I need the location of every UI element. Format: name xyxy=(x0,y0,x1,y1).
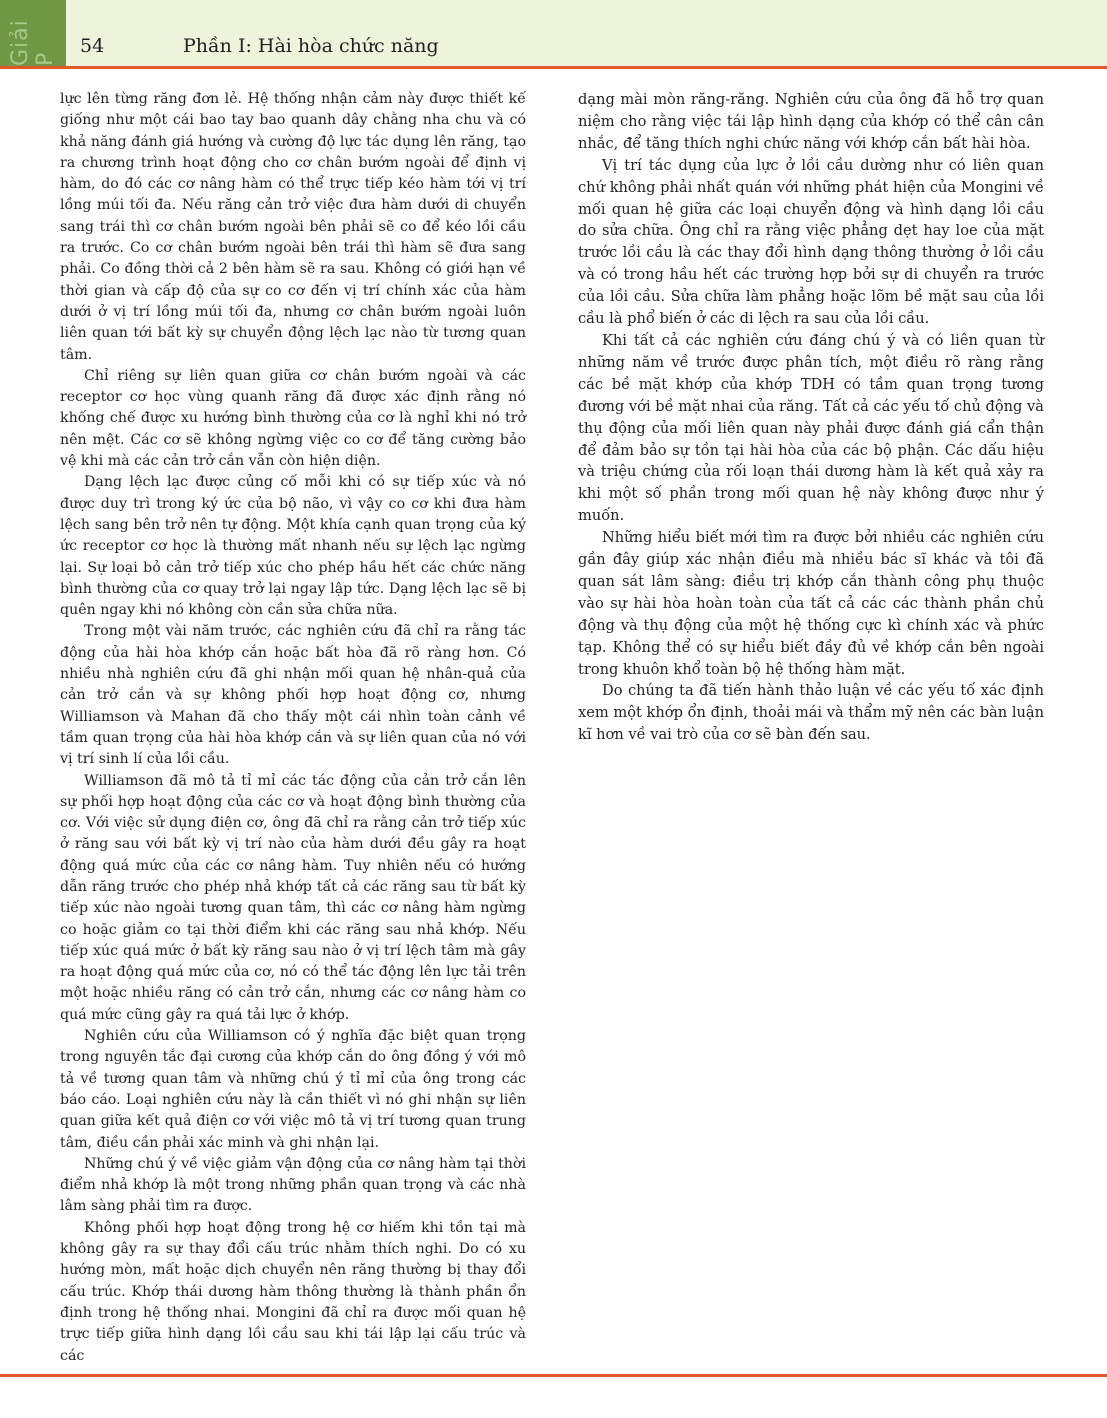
chapter-title: Phần I: Hài hòa chức năng xyxy=(183,35,439,57)
paragraph: Nghiên cứu của Williamson có ý nghĩa đặc biệt quan trọng trong nguyên tắc đại cương của khớp cắn do ông đồng ý với mô tả về tương quan tâm và những chú ý tỉ mỉ của ông trong các báo cáo. Loại nghiên cứu này là cần thiết vì nó ghi nhận sự liên quan giữa kết quả điện cơ với việc mô tả vị trí tương quan trung tâm, điều cần phải xác minh và ghi nhận lại. xyxy=(60,1028,526,1151)
paragraph: Những chú ý về việc giảm vận động của cơ nâng hàm tại thời điểm nhả khớp là một trong những phần quan trọng và các nhà lâm sàng phải tìm ra được. xyxy=(60,1155,526,1215)
chapter-side-tab xyxy=(0,0,66,66)
paragraph: Williamson đã mô tả tỉ mỉ các tác động của cản trở cắn lên sự phối hợp hoạt động của các cơ và hoạt động bình thường của cơ. Với việc sử dụng điện cơ, ông đã chỉ ra rằng cản trở tiếp xúc ở răng sau với bất kỳ vị trí nào của hàm dưới đều gây ra hoạt động quá mức của các cơ nâng hàm. Tuy nhiên nếu có hướng dẫn răng trước cho phép nhả khớp tất cả các răng sau từ bất kỳ tiếp xúc nào ngoài tương quan tâm, thì các cơ nâng hàm ngừng co hoặc giảm co tại thời điểm khi các răng sau nhả khớp. Nếu tiếp xúc quá mức ở bất kỳ răng sau nào ở vị trí lệch tâm mà gây ra hoạt động quá mức của cơ, nó có thể tác động lên lực tải trên một hoặc nhiều răng có cản trở cắn, nhưng các cơ nâng hàm co quá mức cũng gây ra quá tải lực ở khớp. xyxy=(60,772,526,1023)
right-column xyxy=(578,89,1044,746)
paragraph: Do chúng ta đã tiến hành thảo luận về các yếu tố xác định xem một khớp ổn định, thoải mái và thẩm mỹ nên các bàn luận kĩ hơn về vai trò của cơ sẽ bàn đến sau. xyxy=(578,682,1044,744)
header-rule xyxy=(0,66,1107,69)
paragraph: lực lên từng răng đơn lẻ. Hệ thống nhận cảm này được thiết kế giống như một cái bao tay bao quanh dây chằng nha chu và có khả năng đánh giá hướng và cường độ lực tác dụng lên răng, tạo ra chương trình hoạt động cho cơ chân bướm ngoài để định vị hàm, do đó các cơ nâng hàm có thể trực tiếp kéo hàm tới vị trí lồng múi tối đa. Nếu răng cản trở việc đưa hàm dưới di chuyển sang trái thì cơ chân bướm ngoài bên phải sẽ co để kéo lồi cầu ra trước. Co cơ chân bướm ngoài bên trái thì hàm sẽ đưa sang phải. Co đồng thời cả 2 bên hàm sẽ ra sau. Không có giới hạn về thời gian và cấp độ của sự co cơ đến vị trí chính xác của hàm dưới ở vị trí lồng múi tối đa, nhưng cơ chân bướm ngoài luôn liên quan tới bất kỳ sự chuyển động lệch lạc nào từ tương quan tâm. xyxy=(60,91,526,363)
paragraph: dạng mài mòn răng-răng. Nghiên cứu của ông đã hỗ trợ quan niệm cho rằng việc tái lập hình dạng của khớp có thể cân cân nhắc, để tăng thích nghi chức năng với khớp cắn bất hài hòa. xyxy=(578,91,1044,152)
footer-rule xyxy=(0,1374,1107,1377)
paragraph: Chỉ riêng sự liên quan giữa cơ chân bướm ngoài và các receptor cơ học vùng quanh răng đã được xác định rằng nó khống chế được xu hướng bình thường của cơ là nghỉ khi nó trở nên mệt. Các cơ sẽ không ngừng việc co cơ để tăng cường bảo vệ khi mà các cản trở cắn vẫn còn hiện diện. xyxy=(60,367,526,470)
paragraph: Vị trí tác dụng của lực ở lồi cầu dường như có liên quan chứ không phải nhất quán với những phát hiện của Mongini về mối quan hệ giữa các loại chuyển động và hình dạng lồi cầu do sửa chữa. Ông chỉ ra rằng việc phẳng dẹt hay loe của mặt trước lồi cầu là các thay đổi hình dạng thông thường ở lồi cầu và có trong hầu hết các trường hợp bởi sự di chuyển ra trước của lồi cầu. Sửa chữa làm phẳng hoặc lõm bề mặt sau của lồi cầu là phổ biến ở các di lệch ra sau của lồi cầu. xyxy=(578,156,1044,328)
page-header xyxy=(0,0,1107,66)
paragraph: Khi tất cả các nghiên cứu đáng chú ý và có liên quan từ những năm về trước được phân tích, một điều rõ ràng rằng các bề mặt khớp của khớp TDH có tầm quan trọng tương đương với bề mặt nhai của răng. Tất cả các yếu tố chủ động và thụ động của mối liên quan này phải được đánh giá cẩn thận để đảm bảo sự tồn tại hài hòa của các bộ phận. Các dấu hiệu và triệu chứng của rối loạn thái dương hàm là kết quả xảy ra khi một số phần trong mối quan hệ này không được như ý muốn. xyxy=(578,331,1044,525)
left-column xyxy=(60,89,526,1367)
page-number: 54 xyxy=(80,35,105,57)
paragraph: Không phối hợp hoạt động trong hệ cơ hiếm khi tồn tại mà không gây ra sự thay đổi cấu trúc nhằm thích nghi. Do có xu hướng mòn, mất hoặc dịch chuyển nên răng thường bị thay đổi cấu trúc. Khớp thái dương hàm thông thường là thành phần ổn định trong hệ thống nhai. Mongini đã chỉ ra được mối quan hệ trực tiếp giữa hình dạng lồi cầu sau khi tái lập lại cấu trúc và các xyxy=(60,1219,526,1364)
side-tab-label: Giải P xyxy=(8,19,58,66)
paragraph: Dạng lệch lạc được củng cố mỗi khi có sự tiếp xúc và nó được duy trì trong ký ức của bộ não, vì vậy co cơ khi đưa hàm lệch sang bên trở nên tự động. Một khía cạnh quan trọng của ký ức receptor cơ học là thường mất nhanh nếu sự lệch lạc ngừng lại. Sự loại bỏ cản trở tiếp xúc cho phép hầu hết các chức năng bình thường của cơ quay trở lại ngay lập tức. Dạng lệch lạc sẽ bị quên ngay khi nó không còn cần sửa chữa nữa. xyxy=(60,474,526,619)
paragraph: Trong một vài năm trước, các nghiên cứu đã chỉ ra rằng tác động của hài hòa khớp cắn hoặc bất hòa đã rõ ràng hơn. Có nhiều nhà nghiên cứu đã ghi nhận mối quan hệ nhân-quả của cản trở cắn và sự không phối hợp hoạt động cơ, nhưng Williamson và Mahan đã cho thấy một cái nhìn toàn cảnh về tầm quan trọng của hài hòa khớp cắn và sự liên quan của nó với vị trí sinh lí của lồi cầu. xyxy=(60,623,526,768)
paragraph: Những hiểu biết mới tìm ra được bởi nhiều các nghiên cứu gần đây giúp xác nhận điều mà nhiều bác sĩ khác và tôi đã quan sát lâm sàng: điều trị khớp cắn thành công phụ thuộc vào sự hài hòa hoàn toàn của tất cả các các thành phần chủ động và thụ động của một hệ thống cực kì chính xác và phức tạp. Không thể có sự hiểu biết đầy đủ về khớp cắn bên ngoài trong khuôn khổ toàn bộ hệ thống hàm mặt. xyxy=(578,529,1044,678)
